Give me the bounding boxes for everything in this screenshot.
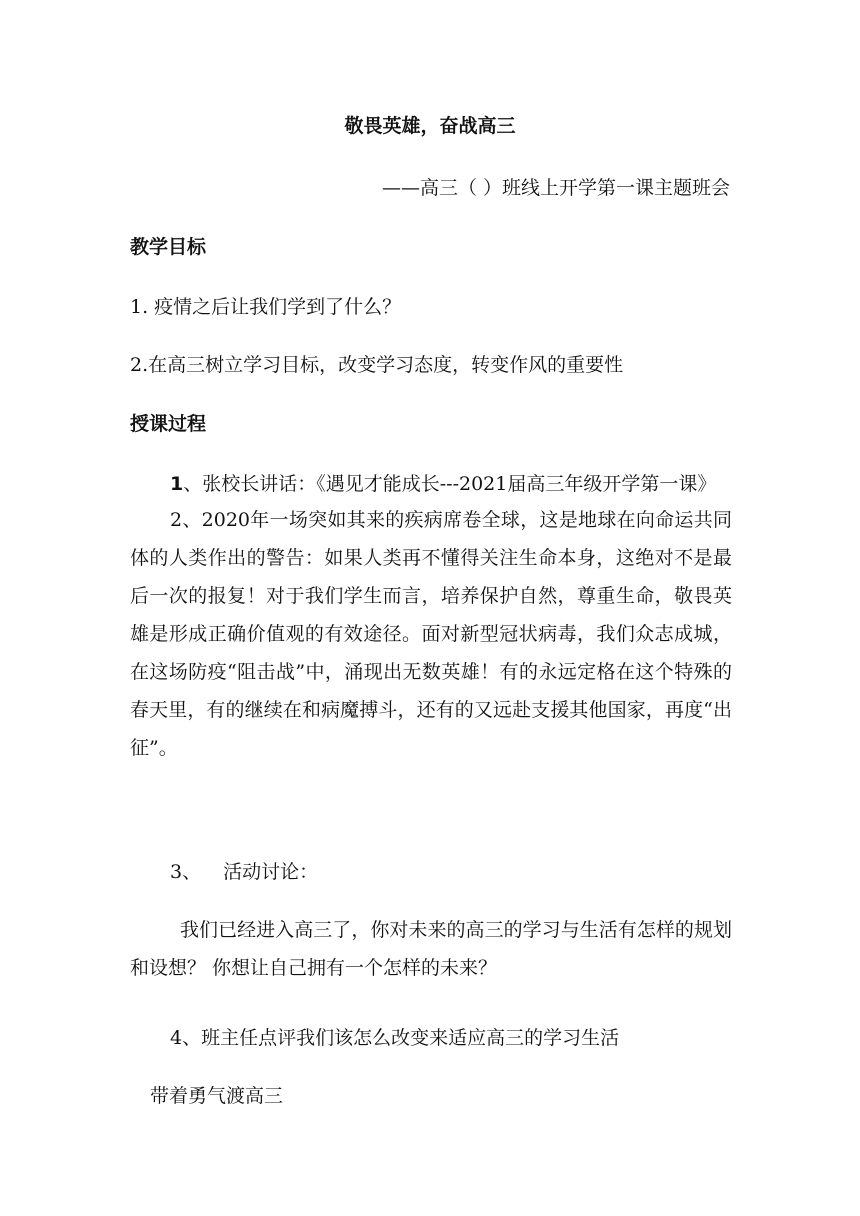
goals-heading: 教学目标 [130,236,207,258]
process-item-4: 4、班主任点评我们该怎么改变来适应高三的学习生活 [170,1027,620,1049]
process-item-3-number: 3、 [170,861,202,883]
document-subtitle: ——高三（ ）班线上开学第一课主题班会 [381,177,730,199]
process-item-2: 2、2020年一场突如其来的疾病席卷全球，这是地球在向命运共同体的人类作出的警告：如果人类再不懂得关注生命本身，这绝对不是最后一次的报复！对于我们学生而言，培养保护自然，尊重生命，敬畏英雄是形成正确价值观的有效途径。面对新型冠状病毒，我们众志成城，在这场防疫“阻击战”中，涌现出无数英雄！有的永远定格在这个特殊的春天里，有的继续在和病魔搏斗，还有的又远赴支援其他国家，再度“出征”。 [130,509,732,759]
goal-item: 2.在高三树立学习目标，改变学习态度，转变作风的重要性 [130,354,624,376]
process-item-1 [170,470,716,498]
process-item-1-text: 、张校长讲话：《遇见才能成长---2021届高三年级开学第一课》 [183,473,717,495]
process-heading: 授课过程 [130,413,207,435]
process-item-3-label: 活动讨论： [223,861,319,883]
process-item-1-number: 1 [170,473,184,495]
process-item-3-body: 我们已经进入高三了，你对未来的高三的学习与生活有怎样的规划和设想？ 你想让自己拥有一个怎样的未来？ [130,919,732,979]
goal-item: 1. 疫情之后让我们学到了什么？ [130,296,402,318]
process-item-5: 带着勇气渡高三 [150,1085,284,1107]
document-title: 敬畏英雄，奋战高三 [344,115,516,137]
process-item-3 [170,858,318,886]
